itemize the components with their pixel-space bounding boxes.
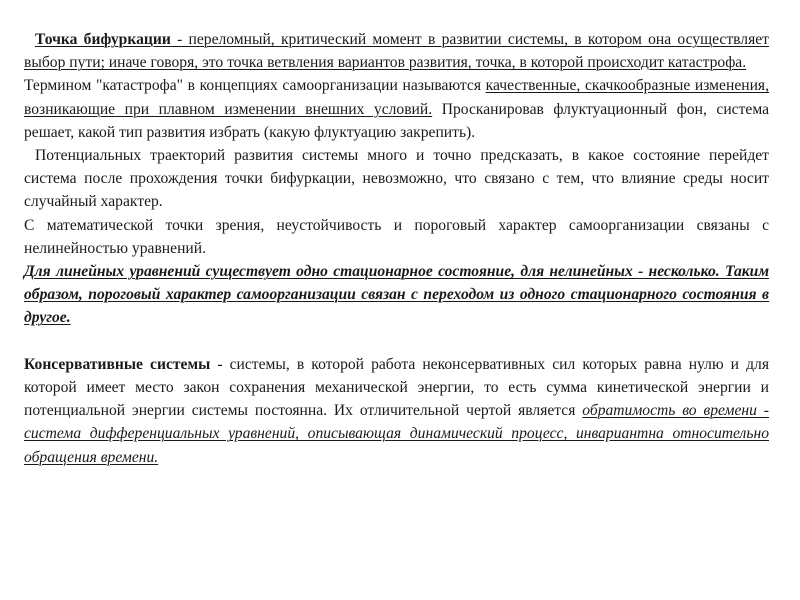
term-conservative-systems: Консервативные системы — [24, 355, 211, 373]
catastrophe-underlined: качественные, скачкообразные изменения, возникающие при плавном изменении внешних условий. — [24, 77, 770, 118]
paragraph-bifurcation-point — [24, 28, 769, 74]
conservative-reversibility: обратимость во времени - система дифференциальных уравнений, описывающая динамический процесс, инвариантна относительно обращения времени. — [24, 402, 769, 466]
text-body — [24, 28, 769, 469]
catastrophe-tail: Просканировав флуктуационный фон, система решает, какой тип развития избрать (какую флуктуацию закрепить). — [24, 100, 770, 141]
paragraph-math-view: С математической точки зрения, неустойчивость и пороговый характер самоорганизации связаны с нелинейностью уравнений. — [24, 216, 769, 257]
definition-bifurcation-point: - переломный, критический момент в развитии системы, в котором она осуществляет выбор пути; иначе говоря, это точка ветвления вариантов развития, точка, в которой происходит катастрофа. — [24, 31, 769, 72]
paragraph-conservative-systems — [24, 353, 769, 469]
conservative-definition: - системы, в которой работа неконсервативных сил которых равна нулю и для которой имеет место закон сохранения механической энергии, то есть сумма кинетической энергии и потенциальной энергии системы постоянна. Их отличительной чертой является — [24, 355, 769, 420]
catastrophe-lead: Термином "катастрофа" в концепциях самоорганизации называются — [24, 77, 486, 95]
paragraph-spacer — [24, 330, 769, 353]
paragraph-catastrophe — [24, 74, 769, 144]
paragraph-linear-equations: Для линейных уравнений существует одно стационарное состояние, для нелинейных - несколько. Таким образом, пороговый характер самоорганизации связан с переходом из одного стационарного состояния в другое. — [24, 263, 769, 327]
term-bifurcation-point: Точка бифуркации — [35, 31, 171, 48]
paragraph-trajectories: Потенциальных траекторий развития системы много и точно предсказать, в какое состояние перейдет система после прохождения точки бифуркации, невозможно, что связано с тем, что влияние среды носит случайный характер. — [24, 147, 769, 211]
